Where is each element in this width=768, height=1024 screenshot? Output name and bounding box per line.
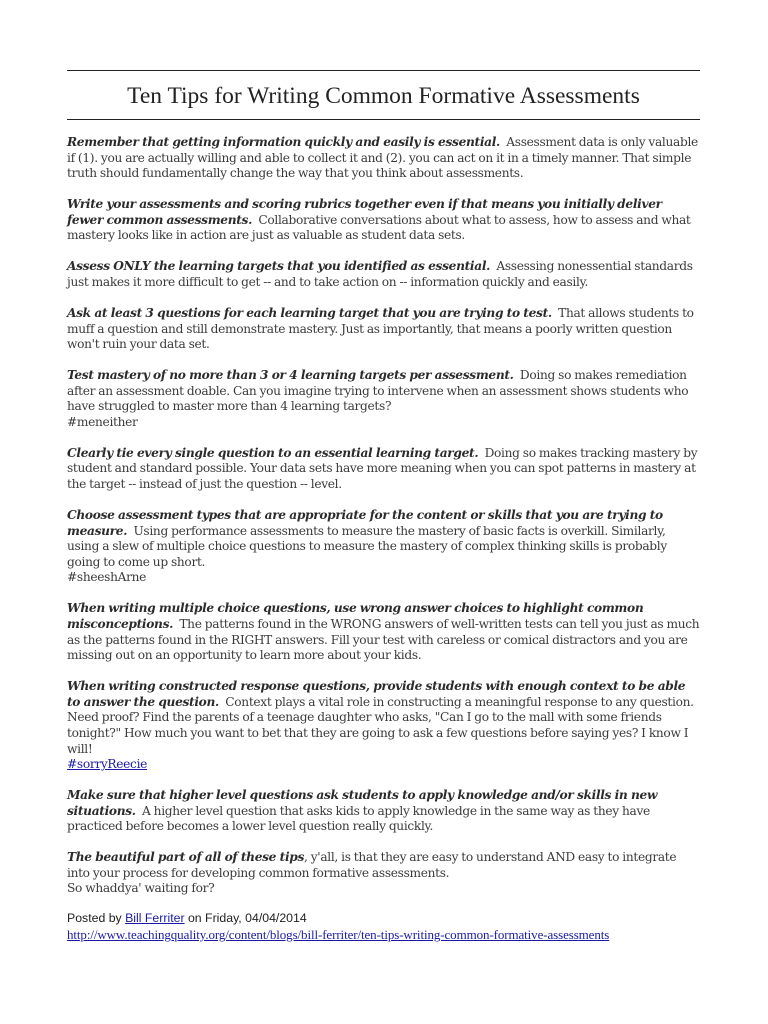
tip-9 (67, 679, 700, 773)
tip-lead: Write your assessments and scoring rubrics together even if that means you initially deliver fewer common assessments. (67, 197, 662, 227)
tip-lead: Make sure that higher level questions ask students to apply knowledge and/or skills in new situations. (67, 788, 658, 818)
tip-4 (67, 306, 700, 353)
tip-lead: Clearly tie every single question to an essential learning target. (67, 445, 479, 460)
tip-body: Collaborative conversations about what to assess, how to assess and what mastery looks like in action are just as valuable as student data sets. (67, 212, 691, 243)
tip-2 (67, 197, 700, 244)
tip-body: , y'all, is that they are easy to understand AND easy to integrate into your process for developing common formative assessments. (67, 850, 677, 880)
closing-paragraph (67, 850, 700, 897)
tip-body: Assessing nonessential standards just makes it more difficult to get -- and to take action on -- information quickly and easily. (67, 259, 693, 289)
tip-hashtag: #meneither (67, 414, 138, 429)
author-link[interactable]: Bill Ferriter (125, 911, 185, 926)
tip-3 (67, 259, 700, 290)
tip-8 (67, 601, 700, 663)
posted-by-line (67, 911, 700, 927)
sorry-reecie-link[interactable]: #sorryReecie (67, 757, 148, 772)
tip-lead: Ask at least 3 questions for each learning target that you are trying to test. (67, 305, 552, 320)
tip-10 (67, 788, 700, 835)
tip-body: Assessment data is only valuable if (1). you are actually willing and able to collect it and (2). you can act on it in a timely manner. That simple truth should fundamentally change the way that you think about assessments. (67, 135, 698, 181)
posted-prefix: Posted by (67, 911, 126, 926)
posted-date: on Friday, 04/04/2014 (184, 911, 307, 926)
tip-5 (67, 368, 700, 430)
closing-question: So whaddya' waiting for? (67, 881, 215, 896)
tip-lead: The beautiful part of all of these tips (67, 850, 305, 865)
tip-body: Doing so makes tracking mastery by student and standard possible. Your data sets have more meaning when you can spot patterns in mastery at the target -- instead of just the question -- level. (67, 445, 698, 492)
tip-lead: Assess ONLY the learning targets that you identified as essential. (67, 259, 491, 274)
tip-body: The patterns found in the WRONG answers of well-written tests can tell you just as much as the patterns found in the RIGHT answers. Fill your test with careless or comical distractors and you are missing out on an opportunity to learn more about your kids. (67, 616, 700, 663)
tips-list (67, 135, 700, 897)
tip-body: Doing so makes remediation after an assessment doable. Can you imagine trying to intervene when an assessment shows students who have struggled to master more than 4 learning targets? (67, 368, 689, 414)
tip-7 (67, 508, 700, 586)
tip-lead: Choose assessment types that are appropriate for the content or skills that you are trying to measure. (67, 508, 663, 538)
document-title: Ten Tips for Writing Common Formative Assessments (127, 83, 640, 109)
tip-body: Using performance assessments to measure the mastery of basic facts is overkill. Similarly, using a slew of multiple choice questions to measure the mastery of complex thinking skills is probably going to come up short. (67, 523, 667, 569)
tip-lead: When writing multiple choice questions, use wrong answer choices to highlight common misconceptions. (67, 601, 644, 631)
tip-hashtag: #sheeshArne (67, 570, 147, 585)
tip-body: That allows students to muff a question and still demonstrate mastery. Just as importantly, that means a poorly written question won't ruin your data set. (67, 305, 694, 352)
source-url-link[interactable]: http://www.teachingquality.org/content/blogs/bill-ferriter/ten-tips-writing-common-formative-assessments (67, 926, 610, 942)
document-page (67, 70, 700, 943)
tip-6 (67, 446, 700, 493)
tip-body: Context plays a vital role in constructing a meaningful response to any question. Need proof? Find the parents of a teenage daughter who asks, "Can I go to the mall with some friends tonight?" How much you want to bet that they are going to ask a few questions before saying yes? I know I will! (67, 694, 694, 756)
tip-1 (67, 135, 700, 182)
bottom-rule (67, 119, 700, 120)
tip-lead: When writing constructed response questions, provide students with enough context to be able to answer the question. (67, 679, 686, 709)
tip-lead: Remember that getting information quickly and easily is essential. (67, 135, 500, 149)
post-footer (67, 911, 700, 943)
tip-lead: Test mastery of no more than 3 or 4 learning targets per assessment. (67, 368, 514, 383)
tip-body: A higher level question that asks kids to apply knowledge in the same way as they have practiced before becomes a lower level question really quickly. (67, 803, 650, 834)
